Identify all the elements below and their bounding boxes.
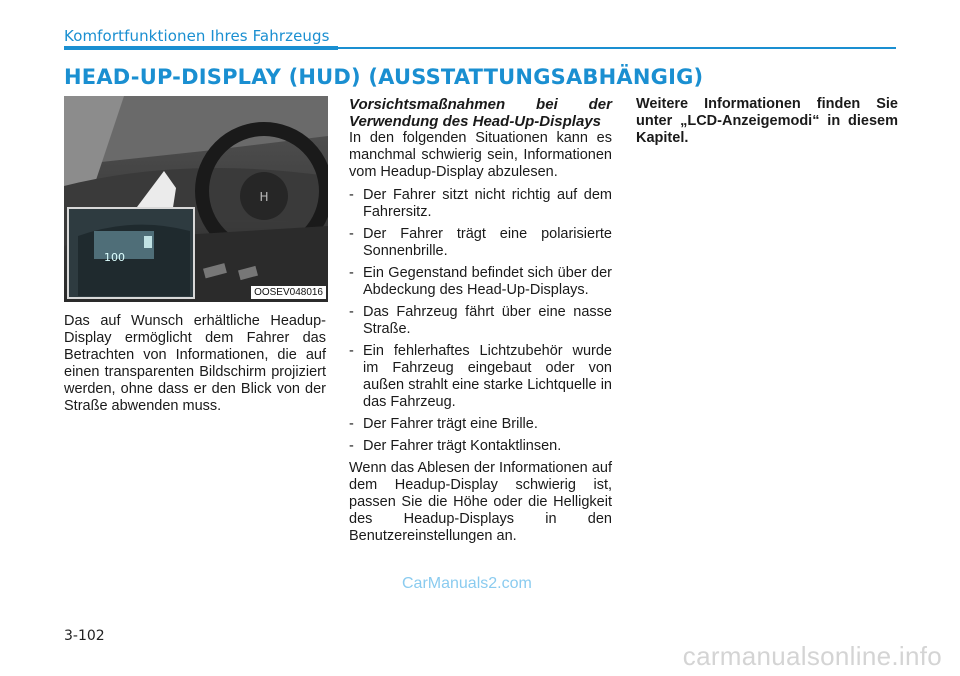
page-title: HEAD-UP-DISPLAY (HUD) (AUSSTATTUNGSABHÄNGIG) xyxy=(64,65,704,89)
list-item: - Ein Gegenstand befindet sich über der Abdeckung des Head-Up-Displays. xyxy=(349,265,612,298)
precautions-column xyxy=(349,96,612,545)
section-label: Komfortfunktionen Ihres Fahrzeugs xyxy=(64,27,330,45)
svg-text:H: H xyxy=(259,190,269,204)
intro-paragraph: Das auf Wunsch erhältliche Headup-Display ermöglicht dem Fahrer das Betrachten von Informationen, die auf einen transparenten Bildschirm projiziert werden, ohne dass er den Blick von der Straße abwenden muss. xyxy=(64,313,326,414)
figure-code: OOSEV048016 xyxy=(251,286,326,299)
page-number: 3-102 xyxy=(64,628,105,644)
precautions-list xyxy=(349,187,612,455)
hud-speed-readout: 100 xyxy=(104,251,125,264)
header-rule xyxy=(338,47,896,49)
more-info-column xyxy=(636,96,898,147)
precautions-outro: Wenn das Ablesen der Informationen auf dem Headup-Display schwierig ist, passen Sie die Höhe oder die Helligkeit des Headup-Displays in den Benutzereinstellungen an. xyxy=(349,460,612,544)
precautions-intro: In den folgenden Situationen kann es manchmal schwierig sein, Informationen vom Headup-Display abzulesen. xyxy=(349,130,612,180)
list-item: - Der Fahrer trägt eine Brille. xyxy=(349,416,538,432)
list-item: - Das Fahrzeug fährt über eine nasse Straße. xyxy=(349,304,612,337)
more-info-paragraph: Weitere Informationen finden Sie unter „LCD-Anzeigemodi“ in diesem Kapitel. xyxy=(636,96,898,146)
list-item: - Der Fahrer sitzt nicht richtig auf dem Fahrersitz. xyxy=(349,187,612,220)
list-item: - Der Fahrer trägt eine polarisierte Sonnenbrille. xyxy=(349,226,612,259)
watermark: CarManuals2.com xyxy=(402,575,532,592)
intro-column xyxy=(64,313,326,415)
precautions-heading: Vorsichtsmaßnahmen bei der Verwendung des Head-Up-Displays xyxy=(349,96,612,130)
hud-dashboard-photo xyxy=(64,96,328,302)
list-item: - Ein fehlerhaftes Lichtzubehör wurde im Fahrzeug eingebaut oder von außen strahlt eine starke Lichtquelle in das Fahrzeug. xyxy=(349,343,612,410)
footer-watermark: carmanualsonline.info xyxy=(682,641,942,671)
dashboard-illustration xyxy=(64,96,328,302)
list-item: - Der Fahrer trägt Kontaktlinsen. xyxy=(349,438,562,454)
header-rule-accent xyxy=(64,46,338,50)
